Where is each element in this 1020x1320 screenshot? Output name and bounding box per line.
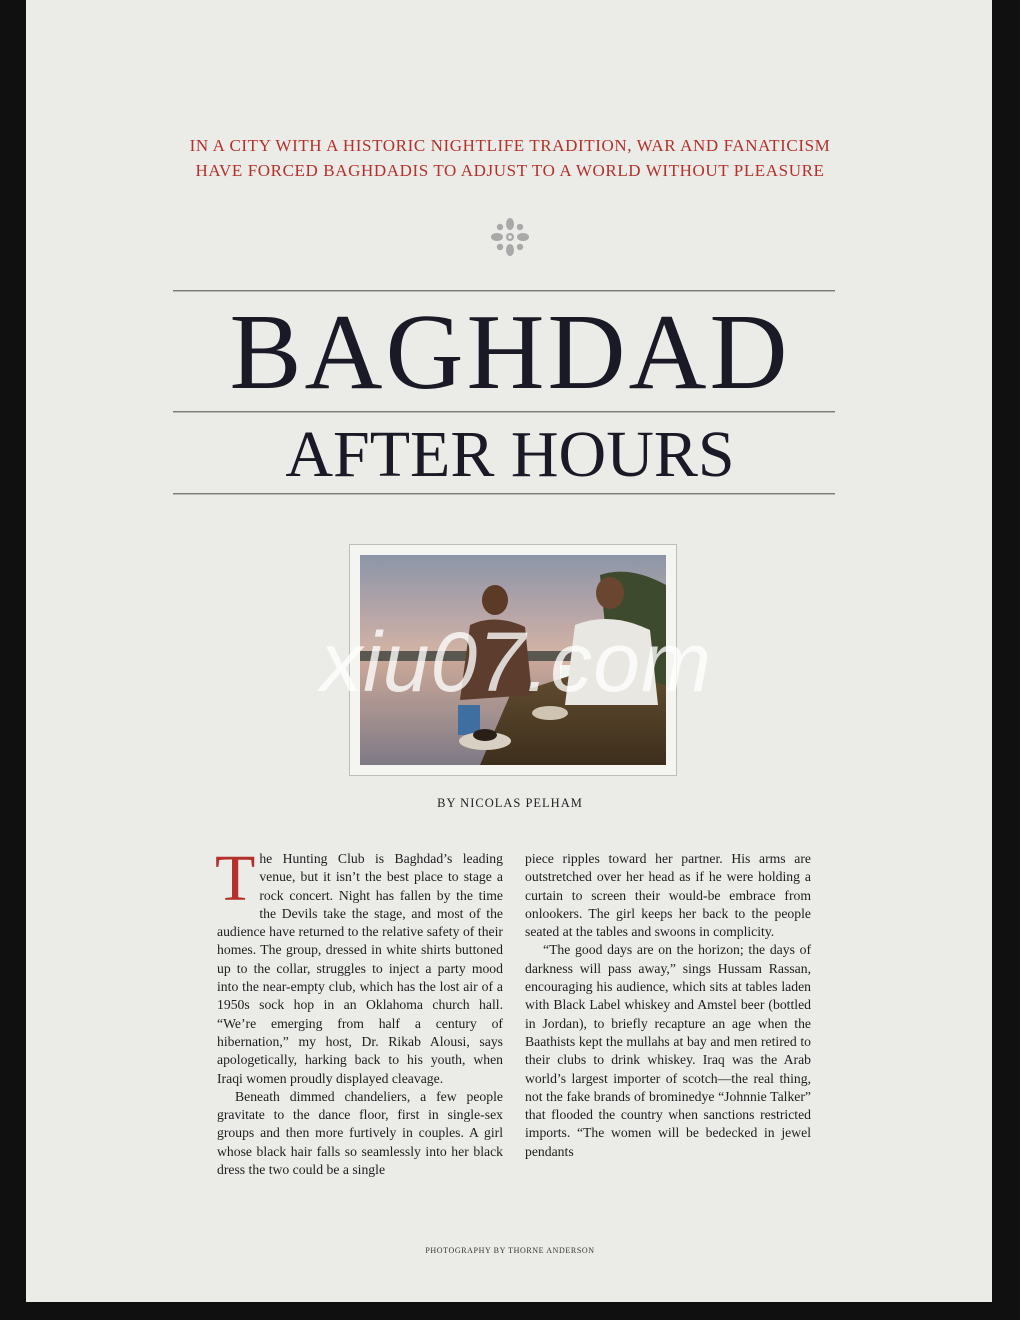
deck-line-2: HAVE FORCED BAGHDADIS TO ADJUST TO A WORLD WITHOUT PLEASURE: [195, 161, 825, 180]
title-rule-middle: [173, 411, 835, 413]
paragraph: [215, 842, 503, 1088]
floral-ornament-icon: [489, 216, 531, 258]
title-rule-bottom: [173, 493, 835, 495]
headline-sub: AFTER HOURS: [285, 418, 735, 491]
article-column-left: [215, 842, 503, 1179]
article-deck: [0, 133, 1020, 183]
paragraph-text: he Hunting Club is Baghdad’s leading venue, but it isn’t the best place to stage a rock concert. Night has fallen by the time the Devils take the stage, and most of the audience have returned to the relative safety of their homes. The group, dressed in white shirts buttoned up to the collar, struggles to inject a party mood into the near-empty club, which has the lost air of a 1950s sock hop in an Oklahoma church hall. “We’re emerging from half a century of hibernation,” my host, Dr. Rikab Alousi, says apologetically, harking back to his youth, when Iraqi women proudly displayed cleavage.: [217, 851, 503, 1086]
deck-line-1: IN A CITY WITH A HISTORIC NIGHTLIFE TRADITION, WAR AND FANATICISM: [189, 136, 831, 155]
drop-cap: T: [215, 842, 256, 915]
title-rule-top: [173, 290, 835, 292]
photo-credit: PHOTOGRAPHY BY THORNE ANDERSON: [425, 1246, 595, 1255]
paragraph: piece ripples toward her partner. His arms are outstretched over her head as if he were holding a curtain to screen their would-be embrace from onlookers. The girl keeps her back to the people seated at the tables and swoons in complicity.: [525, 851, 811, 940]
paragraph: Beneath dimmed chandeliers, a few people gravitate to the dance floor, first in single-sex groups and then more furtively in couples. A girl whose black hair falls so seamlessly into her black dress the two could be a single: [217, 1088, 503, 1178]
byline: BY NICOLAS PELHAM: [437, 796, 583, 810]
paragraph: “The good days are on the horizon; the days of darkness will pass away,” sings Hussam Rassan, encouraging his audience, which sits at tables laden with Black Label whiskey and Amstel beer (bottled in Jordan), to briefly recapture an age when the Baathists kept the mullahs at bay and men retired to their clubs to drink whiskey. Iraq was the Arab world’s largest importer of scotch—the real thing, not the fake brands of brominedye “Johnnie Talker” that flooded the country when sanctions restricted imports. “The women will be bedecked in jewel pendants: [525, 942, 811, 1159]
article-column-right: [525, 850, 811, 1161]
watermark-text: xiu07.com: [320, 615, 712, 709]
headline-main: BAGHDAD: [229, 293, 791, 412]
